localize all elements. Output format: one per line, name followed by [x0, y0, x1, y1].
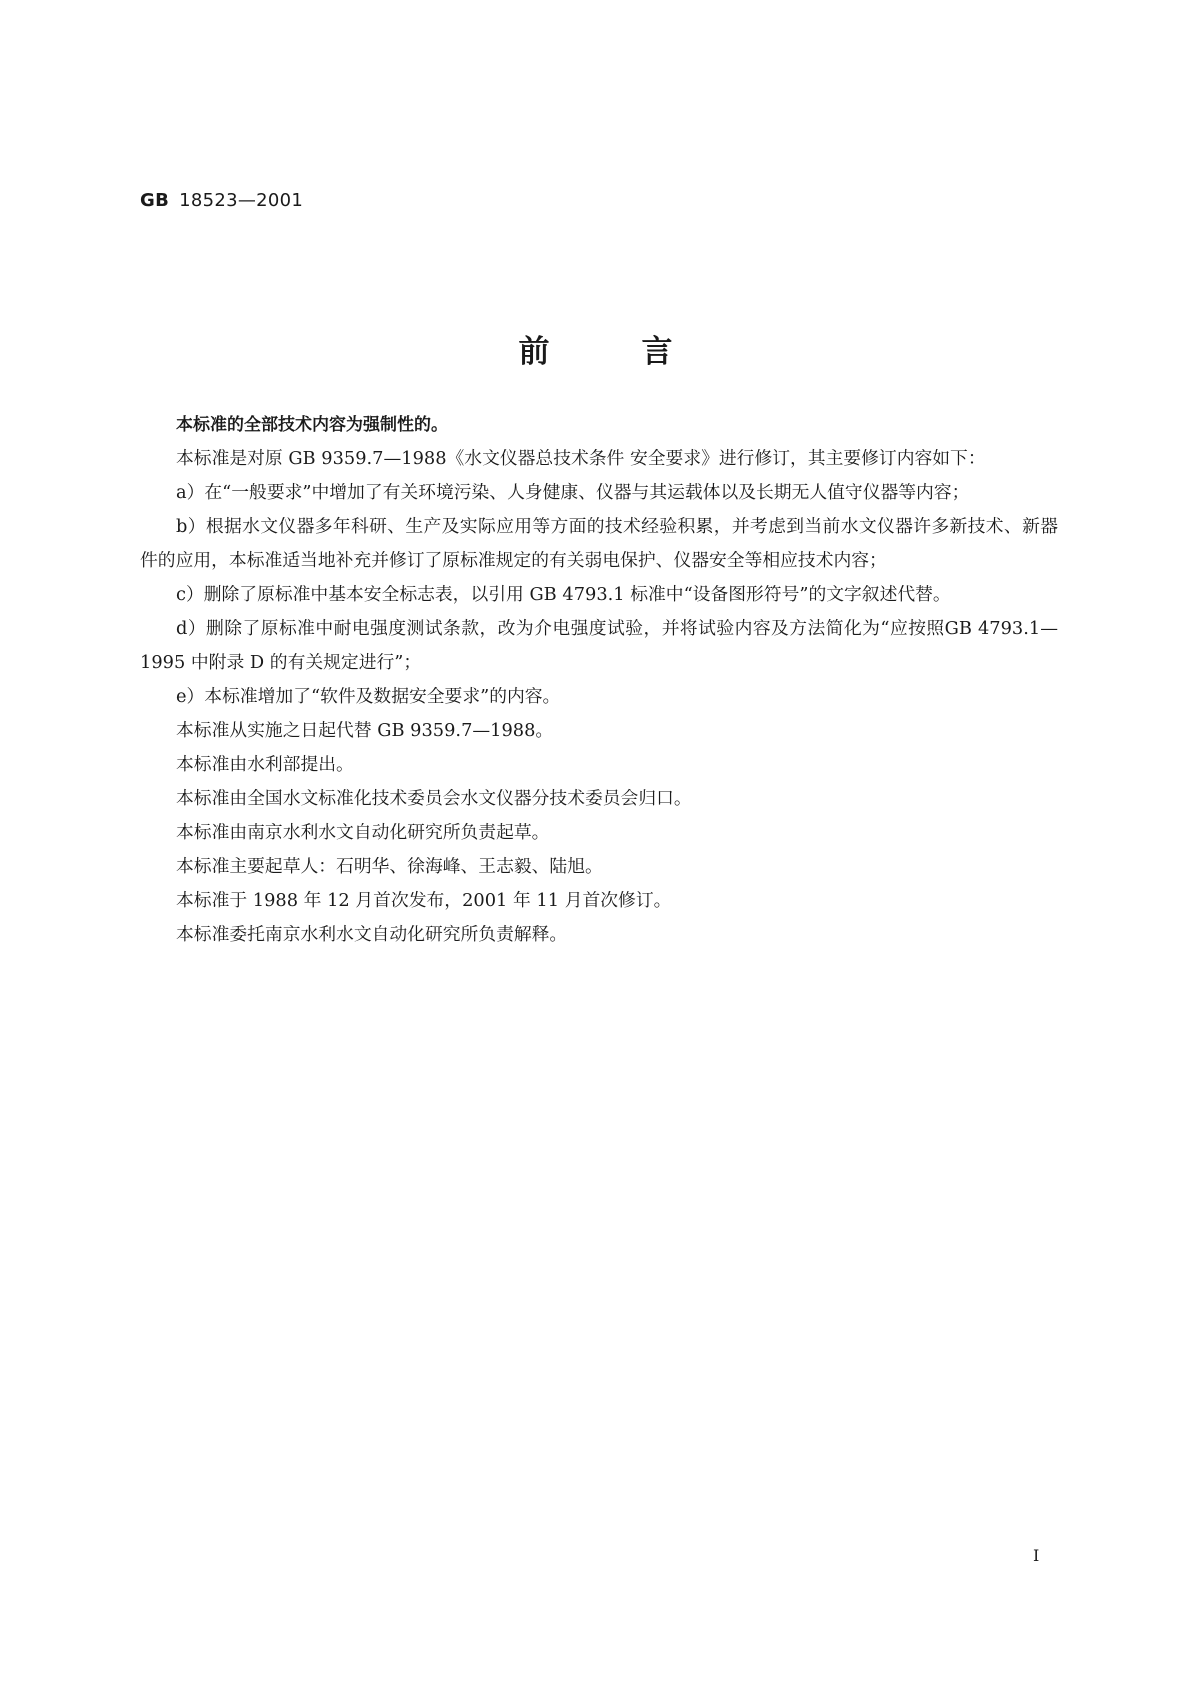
standard-number: 18523—2001	[179, 190, 304, 211]
list-item-d: d）删除了原标准中耐电强度测试条款，改为介电强度试验，并将试验内容及方法简化为“应按照GB 4793.1—1995 中附录 D 的有关规定进行”；	[140, 618, 1058, 673]
paragraph: 本标准从实施之日起代替 GB 9359.7—1988。	[176, 720, 554, 741]
list-item-c: c）删除了原标准中基本安全标志表，以引用 GB 4793.1 标准中“设备图形符号”的文字叙述代替。	[176, 584, 951, 605]
paragraph: 本标准由全国水文标准化技术委员会水文仪器分技术委员会归口。	[176, 788, 692, 809]
document-code	[140, 190, 303, 211]
paragraph: 本标准的全部技术内容为强制性的。	[176, 415, 448, 435]
page-number: I	[1033, 1546, 1040, 1565]
standard-prefix: GB	[140, 190, 170, 211]
paragraph: 本标准由南京水利水文自动化研究所负责起草。	[176, 822, 550, 843]
page-title: 前言	[518, 334, 765, 370]
list-item-e: e）本标准增加了“软件及数据安全要求”的内容。	[176, 686, 561, 707]
paragraph: 本标准由水利部提出。	[176, 754, 354, 775]
paragraph: 本标准是对原 GB 9359.7—1988《水文仪器总技术条件 安全要求》进行修订，其主要修订内容如下：	[176, 448, 986, 469]
paragraph: 本标准委托南京水利水文自动化研究所负责解释。	[176, 924, 568, 945]
list-item-a: a）在“一般要求”中增加了有关环境污染、人身健康、仪器与其运载体以及长期无人值守仪器等内容；	[176, 482, 970, 503]
list-item-b: b）根据水文仪器多年科研、生产及实际应用等方面的技术经验积累，并考虑到当前水文仪器许多新技术、新器件的应用，本标准适当地补充并修订了原标准规定的有关弱电保护、仪器安全等相应技术内容；	[140, 516, 1058, 571]
paragraph: 本标准于 1988 年 12 月首次发布，2001 年 11 月首次修订。	[176, 890, 672, 911]
paragraph: 本标准主要起草人：石明华、徐海峰、王志毅、陆旭。	[176, 856, 603, 877]
foreword-body	[140, 408, 1058, 952]
